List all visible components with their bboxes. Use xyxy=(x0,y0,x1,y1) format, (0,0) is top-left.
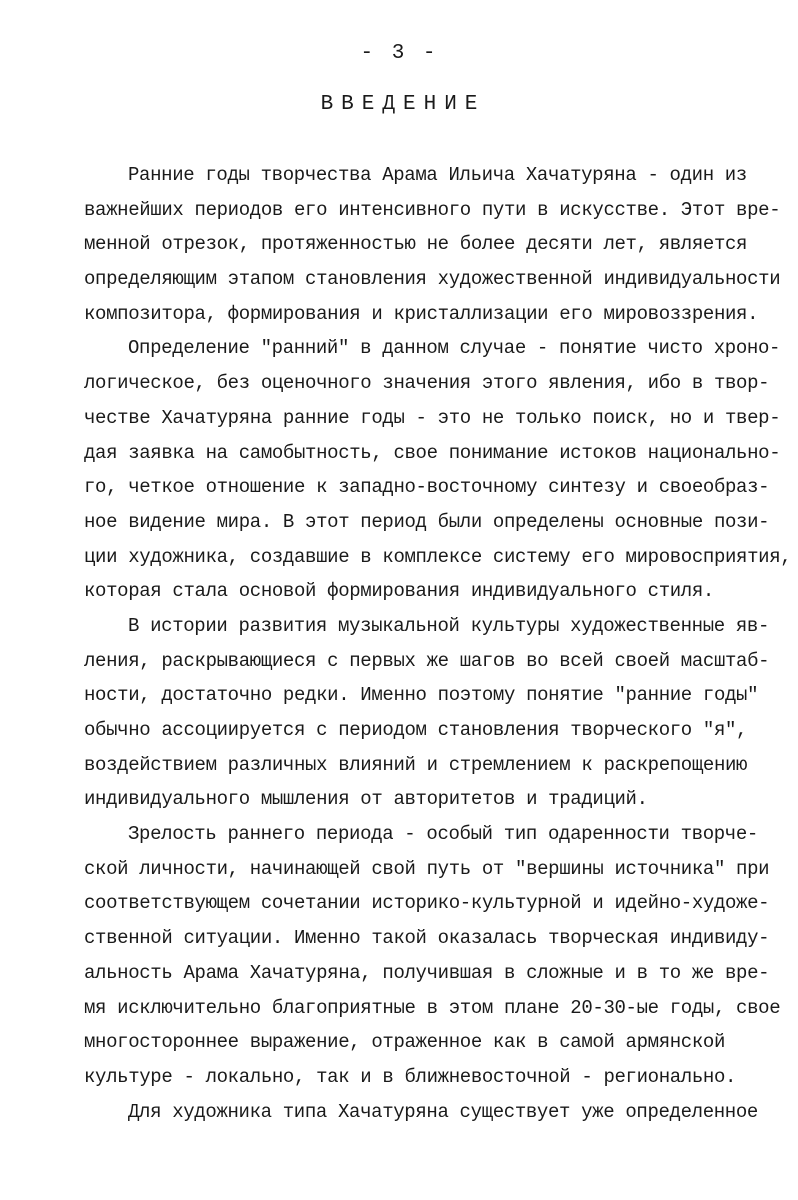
text-line: многостороннее выражение, отраженное как в самой армянской xyxy=(84,1031,726,1054)
paragraph-first-line: Для художника типа Хачатуряна существует уже определенное xyxy=(128,1100,758,1123)
text-line: культуре - локально, так и в ближневосточной - регионально. xyxy=(84,1065,737,1088)
paragraph-first-line: Ранние годы творчества Арама Ильича Хачатуряна - один из xyxy=(128,164,747,186)
text-line: го, четкое отношение к западно-восточному синтезу и своеобраз- xyxy=(84,476,770,499)
paragraph-first-line: Определение "ранний" в данном случае - понятие чисто хроно- xyxy=(128,337,781,360)
text-line: честве Хачатуряна ранние годы - это не только поиск, но и твер- xyxy=(84,406,781,429)
section-heading: ВВЕДЕНИЕ xyxy=(320,93,486,116)
page-number: - 3 - xyxy=(360,42,438,65)
text-line: логическое, без оценочного значения этого явления, ибо в твор- xyxy=(84,372,770,395)
text-line: ности, достаточно редки. Именно поэтому понятие "ранние годы" xyxy=(84,684,759,707)
text-line: соответствующем сочетании историко-культурной и идейно-художе- xyxy=(84,892,770,915)
text-line: ное видение мира. В этот период были определены основные пози- xyxy=(84,510,770,533)
text-line: дая заявка на самобытность, свое понимание истоков национально- xyxy=(84,441,781,464)
body-text xyxy=(84,158,792,1129)
text-line: композитора, формирования и кристаллизации его мировоззрения. xyxy=(84,302,759,325)
paragraph-first-line: В истории развития музыкальной культуры художественные яв- xyxy=(128,614,770,637)
text-line: ской личности, начинающей свой путь от "вершины источника" при xyxy=(84,857,770,880)
text-line: воздействием различных влияний и стремлением к раскрепощению xyxy=(84,753,748,776)
text-line: ственной ситуации. Именно такой оказалась творческая индивиду- xyxy=(84,927,770,950)
text-line: мя исключительно благоприятные в этом плане 20-30-ые годы, свое xyxy=(84,996,781,1019)
text-line: альность Арама Хачатуряна, получившая в сложные и в то же вре- xyxy=(84,961,770,984)
text-line: обычно ассоциируется с периодом становления творческого "я", xyxy=(84,719,748,741)
text-line: ления, раскрывающиеся с первых же шагов во всей своей масштаб- xyxy=(84,649,770,672)
text-line: менной отрезок, протяженностью не более десяти лет, является xyxy=(84,233,748,256)
text-line: ции художника, создавшие в комплексе систему его мировосприятия, xyxy=(84,545,792,568)
text-line: индивидуального мышления от авторитетов и традиций. xyxy=(84,788,648,811)
paragraph-first-line: Зрелость раннего периода - особый тип одаренности творче- xyxy=(128,823,758,846)
text-line: которая стала основой формирования индивидуального стиля. xyxy=(84,580,714,603)
text-line: важнейших периодов его интенсивного пути в искусстве. Этот вре- xyxy=(84,198,781,221)
text-line: определяющим этапом становления художественной индивидуальности xyxy=(84,268,781,291)
